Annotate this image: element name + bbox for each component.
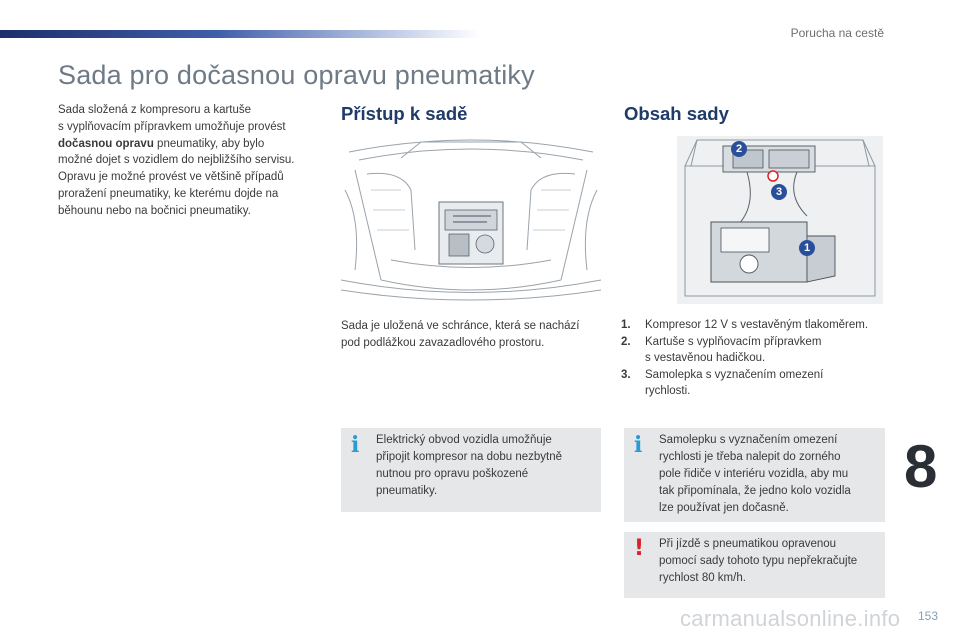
callout-badge: 1 bbox=[799, 240, 815, 256]
note-line: připojit kompresor na dobu nezbytně bbox=[376, 451, 563, 463]
note-text bbox=[659, 432, 881, 517]
contents-warning-note bbox=[624, 532, 885, 598]
intro-line: proražení pneumatiky, ke kterému dojde na bbox=[58, 187, 279, 200]
header-accent-bar bbox=[0, 30, 480, 38]
legend-text bbox=[645, 317, 868, 334]
caption-line: pod podlážkou zavazadlového prostoru. bbox=[341, 337, 545, 349]
intro-line: Opravu je možné provést ve většině případů bbox=[58, 171, 284, 184]
info-icon: i bbox=[634, 432, 643, 458]
access-caption bbox=[341, 318, 611, 352]
contents-heading: Obsah sady bbox=[624, 103, 729, 124]
callout-badge: 3 bbox=[771, 184, 787, 200]
intro-emphasis: dočasnou opravu bbox=[58, 137, 154, 150]
legend-line: Kompresor 12 V s vestavěným tlakoměrem. bbox=[645, 319, 869, 331]
access-heading: Přístup k sadě bbox=[341, 103, 468, 124]
note-line: rychlosti je třeba nalepit do zorného bbox=[659, 451, 841, 463]
chapter-number: 8 bbox=[904, 433, 938, 500]
intro-paragraph bbox=[58, 102, 328, 220]
legend-text bbox=[645, 334, 821, 367]
section-header: Porucha na cestě bbox=[790, 26, 884, 40]
access-info-note bbox=[341, 428, 601, 512]
note-line: Elektrický obvod vozidla umožňuje bbox=[376, 434, 552, 446]
page-title: Sada pro dočasnou opravu pneumatiky bbox=[58, 60, 535, 90]
callout-badge: 2 bbox=[731, 141, 747, 157]
info-icon: i bbox=[351, 432, 360, 458]
legend-line: s vestavěnou hadičkou. bbox=[645, 352, 766, 364]
legend-number: 3. bbox=[621, 368, 631, 381]
note-text bbox=[376, 432, 596, 500]
note-line: pneumatiky. bbox=[376, 485, 438, 497]
note-line: Samolepku s vyznačením omezení bbox=[659, 434, 838, 446]
trunk-illustration bbox=[341, 130, 601, 302]
chapter-badge bbox=[888, 432, 960, 502]
legend-item bbox=[621, 367, 891, 400]
contents-legend bbox=[621, 317, 891, 400]
kit-drawing bbox=[677, 136, 883, 304]
note-line: rychlost 80 km/h. bbox=[659, 572, 746, 584]
watermark: carmanualsonline.info bbox=[680, 606, 901, 631]
note-line: pole řidiče v interiéru vozidla, aby mu bbox=[659, 468, 849, 480]
caption-line: Sada je uložená ve schránce, která se nachází bbox=[341, 320, 580, 332]
note-line: pomocí sady tohoto typu nepřekračujte bbox=[659, 555, 858, 567]
legend-item bbox=[621, 317, 891, 334]
note-text bbox=[659, 536, 881, 587]
legend-line: Samolepka s vyznačením omezení bbox=[645, 368, 824, 381]
legend-number: 1. bbox=[621, 319, 631, 331]
note-line: Při jízdě s pneumatikou opravenou bbox=[659, 538, 837, 550]
note-line: lze používat jen dočasně. bbox=[659, 502, 789, 514]
intro-line: běhounu nebo na bočnici pneumatiky. bbox=[58, 204, 251, 217]
note-line: nutnou pro opravu poškozené bbox=[376, 468, 529, 480]
intro-line: s vyplňovacím přípravkem umožňuje provést bbox=[58, 120, 286, 133]
intro-line: možné dojet s vozidlem do nejbližšího servisu. bbox=[58, 154, 295, 167]
intro-line bbox=[58, 136, 328, 153]
warning-icon: ! bbox=[634, 536, 645, 561]
intro-line: Sada složená z kompresoru a kartuše bbox=[58, 104, 252, 116]
contents-info-note bbox=[624, 428, 885, 522]
legend-text bbox=[645, 367, 823, 400]
legend-number: 2. bbox=[621, 335, 631, 348]
page-number: 153 bbox=[917, 609, 938, 623]
legend-item bbox=[621, 334, 891, 367]
legend-line: Kartuše s vyplňovacím přípravkem bbox=[645, 335, 822, 348]
trunk-drawing bbox=[341, 130, 601, 302]
legend-line: rychlosti. bbox=[645, 385, 691, 397]
note-line: tak připomínala, že jedno kolo vozidla bbox=[659, 485, 851, 497]
kit-illustration bbox=[677, 136, 883, 304]
intro-line-rest: pneumatiky, aby bylo bbox=[153, 137, 265, 150]
